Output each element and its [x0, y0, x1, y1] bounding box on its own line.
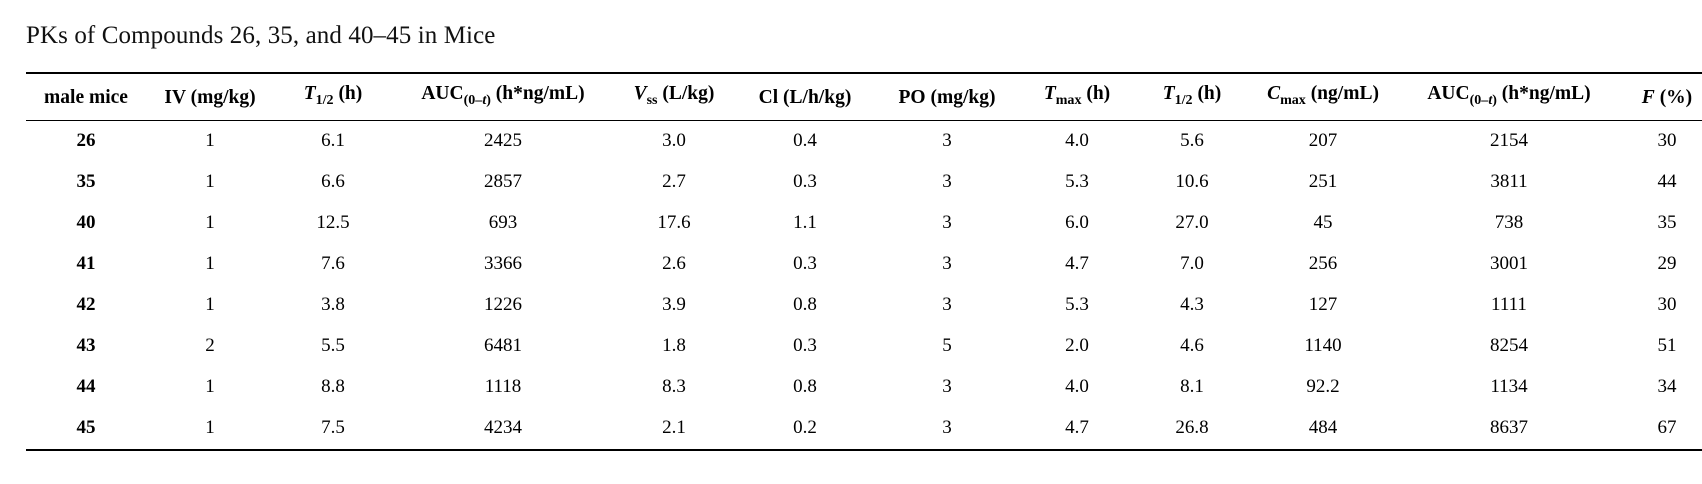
cell-auc_iv: 2425 [484, 130, 522, 152]
cell-auc_po: 2154 [1490, 130, 1528, 152]
cell-vss: 17.6 [657, 212, 691, 234]
column-header-cl: Cl (L/h/kg) [734, 73, 876, 120]
cell-iv_dose: 1 [205, 253, 215, 275]
cell-f_pct: 44 [1657, 171, 1677, 193]
cell-t_half_iv: 5.5 [321, 335, 345, 357]
cell-t_half_iv: 7.5 [274, 408, 392, 450]
cell-auc_po: 3001 [1490, 253, 1528, 275]
cell-cl: 0.3 [793, 171, 817, 193]
table-header [26, 73, 1702, 120]
cell-po_dose: 3 [942, 294, 952, 316]
cell-male_mice: 40 [76, 212, 96, 234]
cell-t_half_po: 5.6 [1180, 130, 1204, 152]
column-header-male_mice: male mice [26, 73, 146, 120]
cell-male_mice: 35 [76, 171, 96, 193]
cell-po_dose: 3 [942, 376, 952, 398]
table-header-row [26, 73, 1702, 120]
cell-vss: 2.6 [662, 253, 686, 275]
cell-f_pct: 67 [1620, 408, 1702, 450]
cell-male_mice: 41 [76, 253, 96, 275]
cell-vss: 2.7 [662, 171, 686, 193]
cell-iv_dose: 2 [205, 335, 215, 357]
column-header-cmax: $C_{max}$ (ng/mL) [1248, 73, 1398, 120]
cell-vss: 2.1 [614, 408, 734, 450]
cell-vss: 8.3 [662, 376, 686, 398]
cell-cl: 0.8 [793, 376, 817, 398]
cell-po_dose: 3 [942, 130, 952, 152]
cell-f_pct: 29 [1657, 253, 1677, 275]
cell-t_half_po: 27.0 [1175, 212, 1209, 234]
cell-cl: 0.3 [793, 253, 817, 275]
cell-iv_dose: 1 [146, 408, 274, 450]
cell-t_half_po: 7.0 [1180, 253, 1204, 275]
cell-cmax: 207 [1308, 130, 1338, 152]
cell-iv_dose: 1 [205, 376, 215, 398]
cell-t_half_po: 4.6 [1180, 335, 1204, 357]
cell-tmax: 4.7 [1065, 253, 1089, 275]
cell-t_half_iv: 12.5 [316, 212, 350, 234]
cell-male_mice: 45 [26, 408, 146, 450]
cell-f_pct: 51 [1657, 335, 1677, 357]
table-row [26, 244, 1702, 285]
cell-po_dose: 5 [942, 335, 952, 357]
cell-po_dose: 3 [942, 171, 952, 193]
cell-cl: 0.2 [734, 408, 876, 450]
cell-auc_po: 738 [1494, 212, 1524, 234]
table-row [26, 120, 1702, 162]
table-row [26, 285, 1702, 326]
column-header-iv_dose: IV (mg/kg) [146, 73, 274, 120]
cell-auc_po: 1134 [1490, 376, 1528, 398]
column-header-auc_po: $AUC_{(0-t)}$ (h*ng/mL) [1398, 73, 1620, 120]
cell-auc_iv: 4234 [392, 408, 614, 450]
cell-t_half_iv: 6.1 [321, 130, 345, 152]
cell-cmax: 484 [1248, 408, 1398, 450]
cell-cmax: 256 [1308, 253, 1338, 275]
cell-auc_po: 1111 [1491, 294, 1527, 316]
cell-tmax: 4.0 [1065, 130, 1089, 152]
column-header-vss: $V_{ss}$ (L/kg) [614, 73, 734, 120]
cell-cl: 0.8 [793, 294, 817, 316]
table-row [26, 408, 1702, 450]
cell-cmax: 127 [1308, 294, 1338, 316]
cell-auc_iv: 6481 [484, 335, 522, 357]
cell-auc_po: 8254 [1490, 335, 1528, 357]
table-row [26, 162, 1702, 203]
cell-cmax: 92.2 [1306, 376, 1340, 398]
cell-t_half_po: 4.3 [1180, 294, 1204, 316]
cell-vss: 3.9 [662, 294, 686, 316]
table-caption: PKs of Compounds 26, 35, and 40–45 in Mice [26, 22, 496, 49]
table-body [26, 120, 1702, 450]
cell-t_half_po: 26.8 [1136, 408, 1248, 450]
column-header-t_half_iv: $T_{1/2}$ (h) [274, 73, 392, 120]
cell-po_dose: 3 [876, 408, 1018, 450]
cell-tmax: 6.0 [1065, 212, 1089, 234]
cell-male_mice: 43 [76, 335, 96, 357]
cell-t_half_po: 10.6 [1175, 171, 1209, 193]
cell-male_mice: 26 [76, 130, 96, 152]
table-row [26, 367, 1702, 408]
cell-po_dose: 3 [942, 212, 952, 234]
cell-vss: 3.0 [662, 130, 686, 152]
column-header-t_half_po: $T_{1/2}$ (h) [1136, 73, 1248, 120]
cell-t_half_iv: 7.6 [321, 253, 345, 275]
cell-tmax: 5.3 [1065, 294, 1089, 316]
cell-iv_dose: 1 [205, 212, 215, 234]
cell-auc_po: 8637 [1398, 408, 1620, 450]
cell-auc_po: 3811 [1490, 171, 1528, 193]
cell-iv_dose: 1 [205, 294, 215, 316]
table-row [26, 203, 1702, 244]
cell-cl: 0.3 [793, 335, 817, 357]
cell-iv_dose: 1 [205, 171, 215, 193]
cell-auc_iv: 693 [488, 212, 518, 234]
cell-male_mice: 44 [76, 376, 96, 398]
cell-iv_dose: 1 [205, 130, 215, 152]
cell-cmax: 45 [1313, 212, 1333, 234]
cell-cmax: 251 [1308, 171, 1338, 193]
cell-cl: 1.1 [793, 212, 817, 234]
cell-vss: 1.8 [662, 335, 686, 357]
cell-f_pct: 30 [1657, 130, 1677, 152]
pk-data-table [26, 72, 1702, 451]
cell-po_dose: 3 [942, 253, 952, 275]
cell-t_half_iv: 3.8 [321, 294, 345, 316]
cell-auc_iv: 1118 [484, 376, 522, 398]
cell-f_pct: 34 [1657, 376, 1677, 398]
cell-tmax: 4.0 [1065, 376, 1089, 398]
cell-tmax: 2.0 [1065, 335, 1089, 357]
column-header-tmax: $T_{max}$ (h) [1018, 73, 1136, 120]
cell-auc_iv: 3366 [484, 253, 522, 275]
cell-t_half_iv: 6.6 [321, 171, 345, 193]
column-header-po_dose: PO (mg/kg) [876, 73, 1018, 120]
cell-auc_iv: 2857 [484, 171, 522, 193]
cell-t_half_iv: 8.8 [321, 376, 345, 398]
table-row [26, 326, 1702, 367]
column-header-auc_iv: $AUC_{(0-t)}$ (h*ng/mL) [392, 73, 614, 120]
cell-male_mice: 42 [76, 294, 96, 316]
column-header-f_pct: F (%) [1620, 73, 1702, 120]
cell-tmax: 5.3 [1065, 171, 1089, 193]
cell-f_pct: 35 [1657, 212, 1677, 234]
cell-f_pct: 30 [1657, 294, 1677, 316]
cell-tmax: 4.7 [1018, 408, 1136, 450]
cell-cl: 0.4 [793, 130, 817, 152]
cell-cmax: 1140 [1304, 335, 1342, 357]
cell-auc_iv: 1226 [484, 294, 522, 316]
cell-t_half_po: 8.1 [1180, 376, 1204, 398]
